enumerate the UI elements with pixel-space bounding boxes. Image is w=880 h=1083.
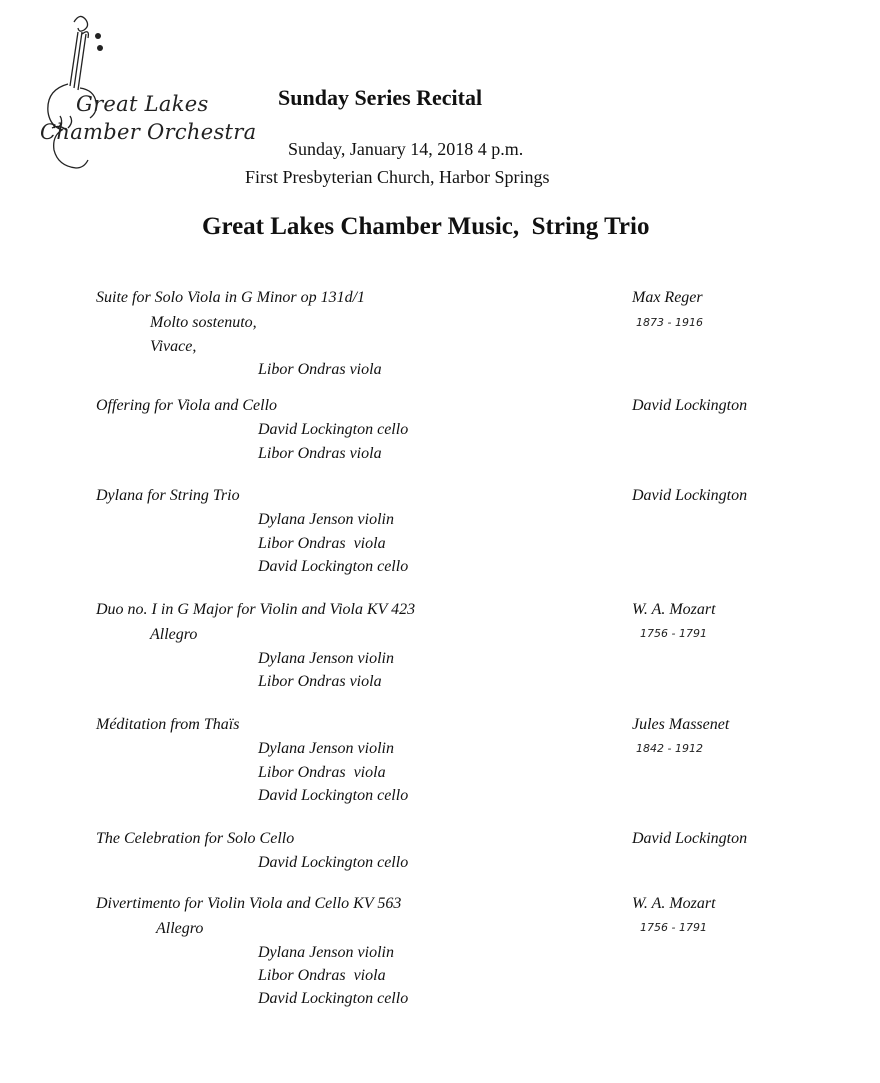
performer: David Lockington cello	[258, 558, 409, 575]
performer: Dylana Jenson violin	[258, 740, 394, 757]
composer-dates: 1756 - 1791	[640, 921, 707, 934]
logo-line-2: Chamber Orchestra	[40, 120, 257, 144]
piece-title: Dylana for String Trio	[96, 487, 240, 504]
performer: Libor Ondras viola	[258, 673, 382, 690]
piece-title: Suite for Solo Viola in G Minor op 131d/1	[96, 289, 366, 306]
piece-title: Offering for Viola and Cello	[96, 397, 278, 414]
violin-icon	[22, 8, 272, 173]
composer: Jules Massenet	[632, 716, 730, 733]
composer-dates: 1842 - 1912	[636, 742, 703, 755]
composer-dates: 1756 - 1791	[640, 627, 707, 640]
performer: Libor Ondras viola	[258, 361, 382, 378]
composer: David Lockington	[632, 830, 748, 847]
performer: Libor Ondras viola	[258, 764, 386, 781]
composer: Max Reger	[632, 289, 703, 306]
performer: David Lockington cello	[258, 787, 409, 804]
concert-title: Great Lakes Chamber Music, String Trio	[202, 213, 650, 240]
piece-title: Divertimento for Violin Viola and Cello KV 563	[96, 895, 402, 912]
venue: First Presbyterian Church, Harbor Springs	[245, 167, 550, 187]
movement: Allegro	[150, 626, 198, 643]
performer: Dylana Jenson violin	[258, 944, 394, 961]
composer-dates: 1873 - 1916	[636, 316, 703, 329]
piece-title: The Celebration for Solo Cello	[96, 830, 295, 847]
performer: David Lockington cello	[258, 421, 409, 438]
composer: David Lockington	[632, 487, 748, 504]
performer: Dylana Jenson violin	[258, 511, 394, 528]
composer: W. A. Mozart	[632, 601, 716, 618]
composer: David Lockington	[632, 397, 748, 414]
performer: David Lockington cello	[258, 990, 409, 1007]
piece-title: Duo no. I in G Major for Violin and Viola KV 423	[96, 601, 416, 618]
series-title: Sunday Series Recital	[278, 85, 483, 110]
date-time: Sunday, January 14, 2018 4 p.m.	[288, 139, 524, 159]
performer: Libor Ondras viola	[258, 445, 382, 462]
movement: Molto sostenuto,	[150, 314, 257, 331]
movement: Allegro	[156, 920, 204, 937]
orchestra-logo	[22, 8, 272, 173]
performer: David Lockington cello	[258, 854, 409, 871]
composer: W. A. Mozart	[632, 895, 716, 912]
logo-line-1: Great Lakes	[76, 92, 209, 116]
performer: Libor Ondras viola	[258, 967, 386, 984]
performer: Dylana Jenson violin	[258, 650, 394, 667]
piece-title: Méditation from Thaïs	[96, 716, 240, 733]
movement: Vivace,	[150, 338, 197, 355]
performer: Libor Ondras viola	[258, 535, 386, 552]
